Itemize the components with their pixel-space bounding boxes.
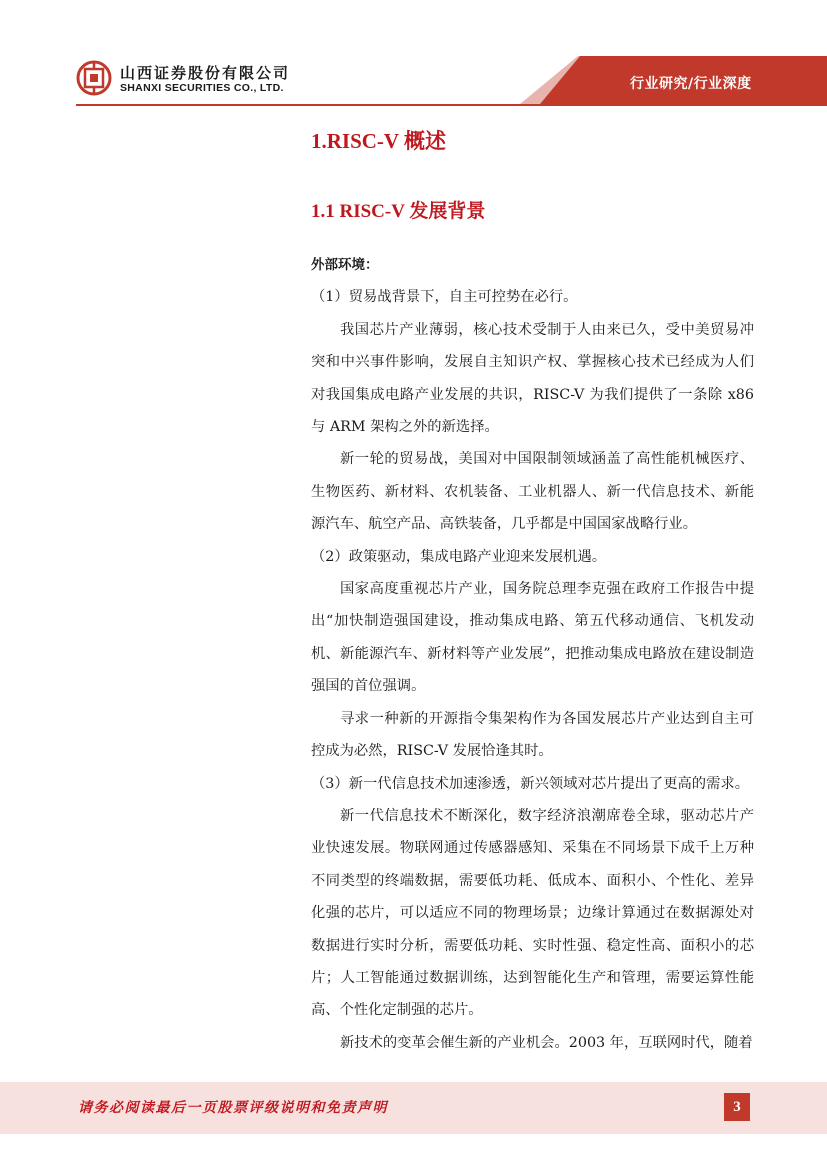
company-name-en: SHANXI SECURITIES CO., LTD. (120, 82, 284, 94)
page-number: 3 (724, 1093, 750, 1121)
paragraph: 我国芯片产业薄弱，核心技术受制于人由来已久，受中美贸易冲突和中兴事件影响，发展自主知识产权、掌握核心技术已经成为人们对我国集成电路产业发展的共识，RISC-V 为我们提供了一条除 x86 与 ARM 架构之外的新选择。 (311, 321, 754, 436)
section-heading: 1.RISC-V 概述 (311, 129, 446, 153)
header-divider (76, 104, 827, 106)
company-seal-icon (76, 60, 112, 96)
disclaimer-notice: 请务必阅读最后一页股票评级说明和免责声明 (78, 1100, 388, 1116)
paragraph: 新一代信息技术不断深化，数字经济浪潮席卷全球，驱动芯片产业快速发展。物联网通过传感器感知、采集在不同场景下成千上万种不同类型的终端数据，需要低功耗、低成本、面积小、个性化、差异化强的芯片，可以适应不同的物理场景；边缘计算通过在数据源处对数据进行实时分析，需要低功耗、实时性强、稳定性高、面积小的芯片；人工智能通过数据训练，达到智能化生产和管理，需要运算性能高、个性化定制强的芯片。 (311, 807, 754, 1019)
paragraph: 新技术的变革会催生新的产业机会。2003 年，互联网时代，随着 (340, 1034, 753, 1051)
paragraph: （3）新一代信息技术加速渗透，新兴领域对芯片提出了更高的需求。 (311, 775, 749, 792)
paragraph: （1）贸易战背景下，自主可控势在必行。 (311, 289, 578, 306)
company-name-cn: 山西证券股份有限公司 (120, 64, 291, 82)
report-category-tag: 行业研究/行业深度 (630, 76, 752, 92)
paragraph: （2）政策驱动，集成电路产业迎来发展机遇。 (311, 548, 607, 565)
subsection-heading: 1.1 RISC-V 发展背景 (311, 201, 486, 222)
paragraph-label: 外部环境： (311, 257, 379, 273)
body-text (311, 249, 754, 1059)
page-header (0, 0, 827, 110)
paragraph: 国家高度重视芯片产业，国务院总理李克强在政府工作报告中提出“加快制造强国建设，推动集成电路、第五代移动通信、飞机发动机、新能源汽车、新材料等产业发展”，把推动集成电路放在建设制造强国的首位强调。 (311, 581, 754, 695)
paragraph: 新一轮的贸易战，美国对中国限制领域涵盖了高性能机械医疗、生物医药、新材料、农机装备、工业机器人、新一代信息技术、新能源汽车、航空产品、高铁装备，几乎都是中国国家战略行业。 (311, 451, 754, 533)
paragraph: 寻求一种新的开源指令集架构作为各国发展芯片产业达到自主可控成为必然，RISC-V 发展恰逢其时。 (311, 710, 754, 760)
